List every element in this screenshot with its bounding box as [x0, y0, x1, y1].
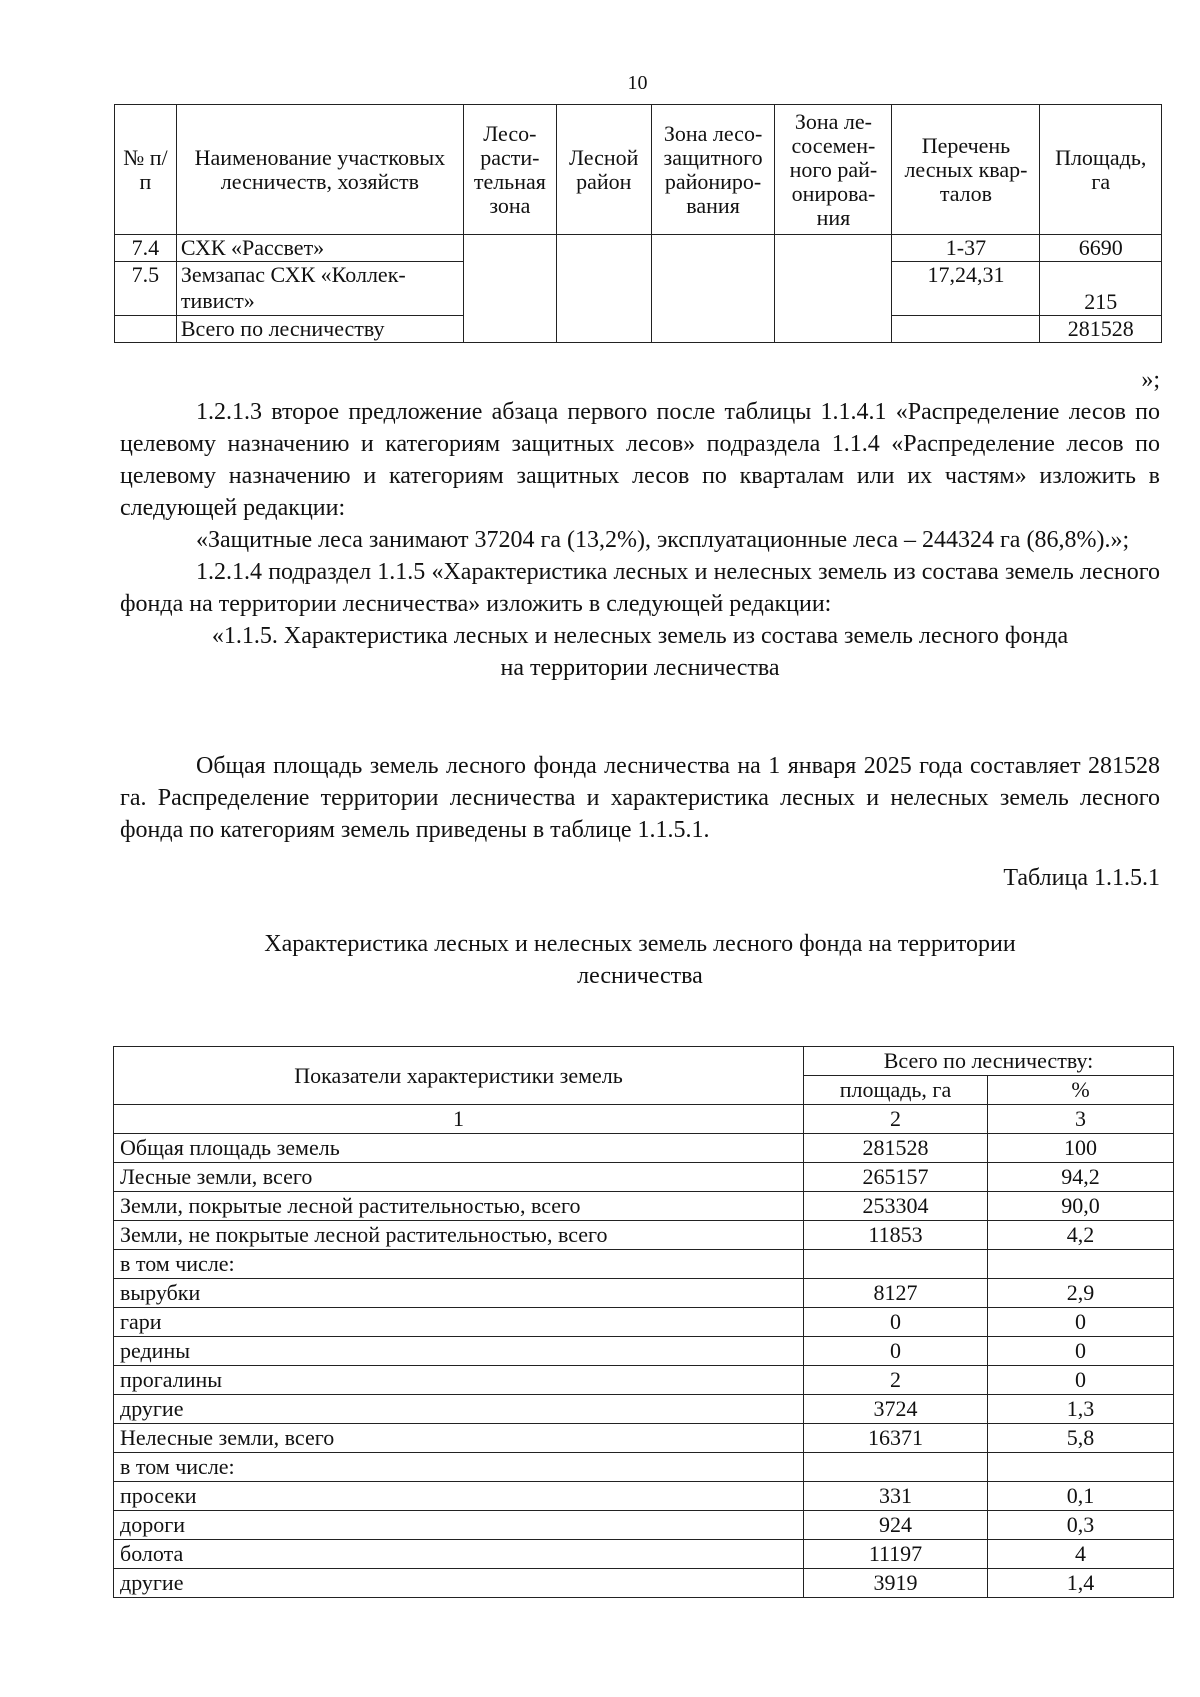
row-percent: 0,1	[988, 1482, 1174, 1511]
header-total: Всего по лесничеству:	[804, 1047, 1174, 1076]
empty-cell	[775, 235, 892, 343]
land-characteristics-table	[113, 1046, 1174, 1598]
row-label: гари	[114, 1308, 804, 1337]
table-row	[114, 1250, 1174, 1279]
row-label: дороги	[114, 1511, 804, 1540]
row-number: 7.5	[115, 262, 177, 316]
paragraph-2: «Защитные леса занимают 37204 га (13,2%), эксплуатационные леса – 244324 га (86,8%).»;	[196, 527, 1130, 553]
row-area	[804, 1453, 988, 1482]
table-row	[114, 1395, 1174, 1424]
row-percent: 94,2	[988, 1163, 1174, 1192]
paragraph-1: 1.2.1.3 второе предложение абзаца первого после таблицы 1.1.4.1 «Распределение лесов по целевому назначению и категориям защитных лесов» подраздела 1.1.4 «Распределение лесов по целевому назначению и категориям защитных лесов по кварталам или их частям» изложить в следующей редакции:	[120, 399, 1160, 521]
row-percent: 0	[988, 1337, 1174, 1366]
row-area: 265157	[804, 1163, 988, 1192]
colnum-3: 3	[988, 1105, 1174, 1134]
empty-cell	[892, 316, 1040, 343]
row-percent	[988, 1453, 1174, 1482]
row-area: 215	[1040, 262, 1162, 316]
table-row	[114, 1424, 1174, 1453]
col-header-seed-zone: Зона ле-сосемен-ного рай-онирова-ния	[775, 105, 892, 235]
row-percent	[988, 1250, 1174, 1279]
body-text-2	[120, 750, 1160, 992]
col-header-veg-zone: Лесо-расти-тельная зона	[463, 105, 556, 235]
col-header-area: Площадь, га	[1040, 105, 1162, 235]
table-row	[114, 1308, 1174, 1337]
table-row	[114, 1192, 1174, 1221]
col-header-number: № п/п	[115, 105, 177, 235]
row-label: Земли, покрытые лесной растительностью, всего	[114, 1192, 804, 1221]
row-label: редины	[114, 1337, 804, 1366]
col-header-name: Наименование участковых лесничеств, хозяйств	[176, 105, 463, 235]
table-row	[115, 235, 1162, 262]
row-percent: 4,2	[988, 1221, 1174, 1250]
table-row	[114, 1366, 1174, 1395]
row-percent: 0	[988, 1366, 1174, 1395]
table-label: Таблица 1.1.5.1	[1003, 865, 1160, 891]
total-area: 281528	[1040, 316, 1162, 343]
row-label: Нелесные земли, всего	[114, 1424, 804, 1453]
empty-cell	[463, 235, 556, 343]
row-name: СХК «Рассвет»	[176, 235, 463, 262]
row-name: Земзапас СХК «Коллек-тивист»	[176, 262, 463, 316]
row-percent: 1,3	[988, 1395, 1174, 1424]
row-percent: 0,3	[988, 1511, 1174, 1540]
empty-cell	[556, 235, 651, 343]
row-label: болота	[114, 1540, 804, 1569]
col-header-district: Лесной район	[556, 105, 651, 235]
table-row	[114, 1337, 1174, 1366]
row-label: прогалины	[114, 1366, 804, 1395]
row-area: 6690	[1040, 235, 1162, 262]
row-label: в том числе:	[114, 1250, 804, 1279]
row-area: 11853	[804, 1221, 988, 1250]
section-title-line-1: «1.1.5. Характеристика лесных и нелесных земель из состава земель лесного фонда	[211, 623, 1069, 649]
row-area: 8127	[804, 1279, 988, 1308]
row-area: 0	[804, 1337, 988, 1366]
quote-close: »;	[1141, 367, 1160, 393]
paragraph-3: 1.2.1.4 подраздел 1.1.5 «Характеристика лесных и нелесных земель из состава земель лесного фонда на территории лесничества» изложить в следующей редакции:	[120, 559, 1160, 617]
row-area: 281528	[804, 1134, 988, 1163]
row-label: Общая площадь земель	[114, 1134, 804, 1163]
table-row	[114, 1453, 1174, 1482]
body-text	[120, 364, 1160, 684]
row-label: в том числе:	[114, 1453, 804, 1482]
table-row	[114, 1482, 1174, 1511]
header-area: площадь, га	[804, 1076, 988, 1105]
header-percent: %	[988, 1076, 1174, 1105]
table-row	[114, 1279, 1174, 1308]
row-percent: 0	[988, 1308, 1174, 1337]
row-area: 924	[804, 1511, 988, 1540]
colnum-1: 1	[114, 1105, 804, 1134]
row-percent: 100	[988, 1134, 1174, 1163]
row-percent: 4	[988, 1540, 1174, 1569]
row-area: 253304	[804, 1192, 988, 1221]
col-header-quarters: Перечень лесных квар-талов	[892, 105, 1040, 235]
row-percent: 1,4	[988, 1569, 1174, 1598]
header-indicators: Показатели характеристики земель	[114, 1047, 804, 1105]
row-percent: 2,9	[988, 1279, 1174, 1308]
table-title	[120, 928, 1160, 992]
row-area: 3724	[804, 1395, 988, 1424]
row-label: Земли, не покрытые лесной растительностью, всего	[114, 1221, 804, 1250]
row-area	[804, 1250, 988, 1279]
row-label: просеки	[114, 1482, 804, 1511]
section-title	[120, 620, 1160, 684]
row-percent: 90,0	[988, 1192, 1174, 1221]
row-area: 16371	[804, 1424, 988, 1453]
row-area: 331	[804, 1482, 988, 1511]
row-label: другие	[114, 1395, 804, 1424]
row-quarters: 17,24,31	[892, 262, 1040, 316]
total-label: Всего по лесничеству	[176, 316, 463, 343]
empty-cell	[651, 235, 775, 343]
row-area: 3919	[804, 1569, 988, 1598]
table-row	[114, 1134, 1174, 1163]
row-label: вырубки	[114, 1279, 804, 1308]
row-percent: 5,8	[988, 1424, 1174, 1453]
row-area: 0	[804, 1308, 988, 1337]
section-title-line-2: на территории лесничества	[500, 655, 780, 681]
table-title-line-2: лесничества	[577, 963, 703, 989]
table-row	[114, 1511, 1174, 1540]
row-area: 2	[804, 1366, 988, 1395]
row-label: Лесные земли, всего	[114, 1163, 804, 1192]
row-quarters: 1-37	[892, 235, 1040, 262]
empty-cell	[115, 316, 177, 343]
forestry-allocation-table	[114, 104, 1162, 343]
row-area: 11197	[804, 1540, 988, 1569]
table-row	[114, 1540, 1174, 1569]
colnum-2: 2	[804, 1105, 988, 1134]
page-number: 10	[627, 72, 648, 94]
row-number: 7.4	[115, 235, 177, 262]
table-row	[114, 1569, 1174, 1598]
table-row	[114, 1221, 1174, 1250]
table-title-line-1: Характеристика лесных и нелесных земель лесного фонда на территории	[264, 931, 1016, 957]
row-label: другие	[114, 1569, 804, 1598]
paragraph-4: Общая площадь земель лесного фонда лесничества на 1 января 2025 года составляет 281528 га. Распределение территории лесничества и характеристика лесных и нелесных земель лесного фонда по категориям земель приведены в таблице 1.1.5.1.	[120, 753, 1160, 843]
table-row	[114, 1163, 1174, 1192]
col-header-protect-zone: Зона лесо-защитного райониро-вания	[651, 105, 775, 235]
